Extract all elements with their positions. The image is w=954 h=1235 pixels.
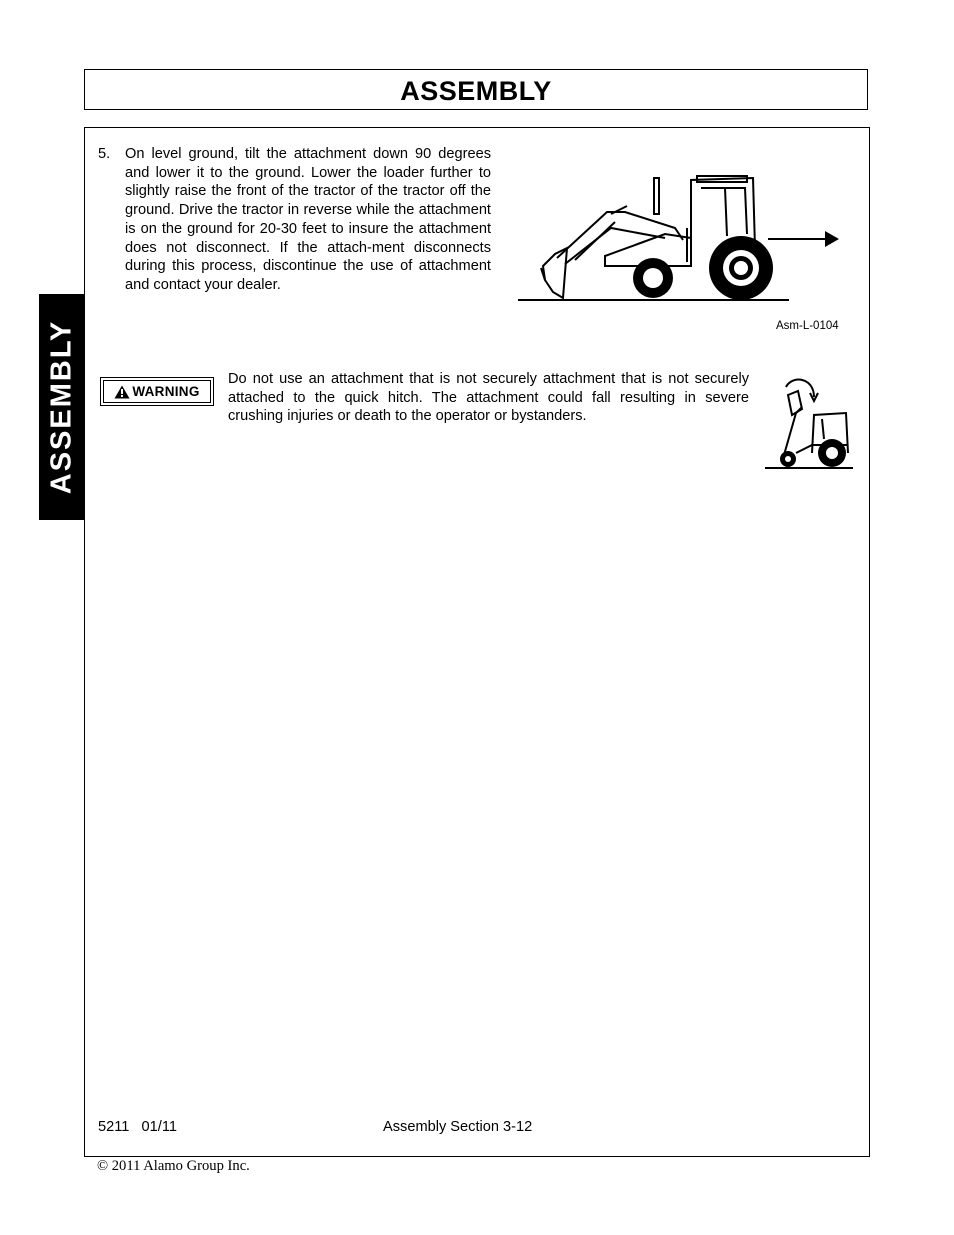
side-section-tab: [39, 294, 84, 520]
figure-label: Asm-L-0104: [776, 320, 839, 332]
step-text: On level ground, tilt the attachment down 90 degrees and lower it to the ground. Lower the loader further to slightly raise the front of the tractor of the tractor off the ground. Drive the tractor in reverse while the attachment is on the ground for 20-30 feet to insure the attachment does not disconnect. If the attach-ment disconnects during this process, discontinue the use of attachment and contact your dealer.: [125, 146, 491, 293]
loader-tractor-illustration: [515, 168, 845, 303]
falling-attachment-tractor-icon: [762, 373, 856, 471]
page-header: [84, 69, 868, 110]
step-5: [98, 145, 491, 295]
copyright: © 2011 Alamo Group Inc.: [97, 1158, 250, 1174]
side-tab-label: ASSEMBLY: [45, 319, 77, 495]
warning-triangle-icon: [114, 385, 130, 399]
document-number: 5211 01/11: [98, 1119, 177, 1135]
step-number: 5.: [98, 146, 111, 162]
warning-label: WARNING: [132, 384, 200, 399]
section-page-number: Assembly Section 3-12: [383, 1119, 533, 1135]
warning-badge: [100, 377, 214, 406]
page-title: ASSEMBLY: [400, 76, 552, 106]
warning-text: Do not use an attachment that is not securely attachment that is not securely attached to the quick hitch. The attachment could fall resulting in severe crushing injuries or death to the operator or bystanders.: [228, 371, 749, 425]
